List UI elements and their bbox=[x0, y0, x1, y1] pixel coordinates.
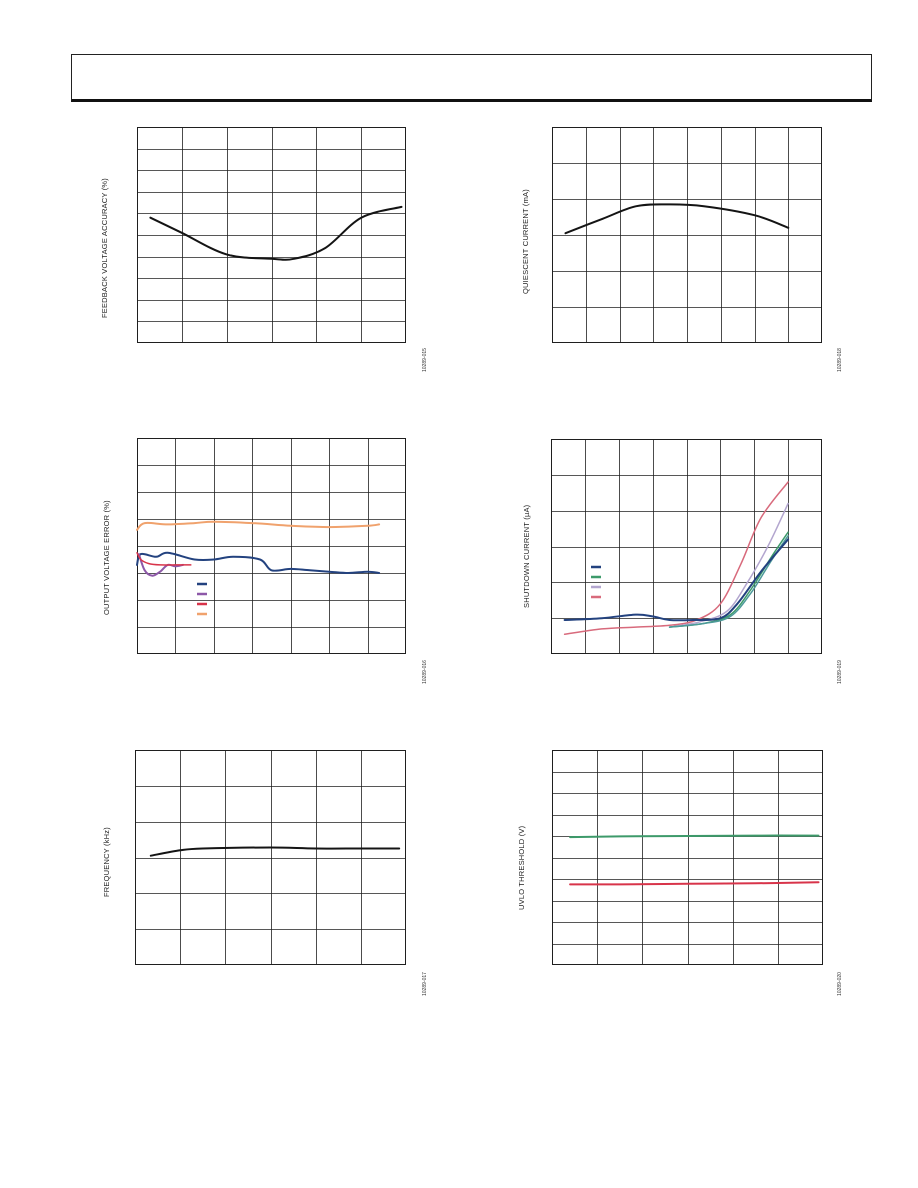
fig4-ylabel: SHUTDOWN CURRENT (µA) bbox=[522, 504, 531, 608]
fig4-figure-id: 10289-019 bbox=[837, 660, 843, 684]
fig2-frame bbox=[553, 128, 822, 343]
fig3-legend bbox=[197, 584, 207, 614]
fig6-svg bbox=[552, 750, 823, 965]
fig3-series-1-line bbox=[137, 553, 379, 573]
fig2-ylabel: QUIESCENT CURRENT (mA) bbox=[521, 189, 530, 294]
fig2-series-0-line bbox=[566, 204, 789, 233]
fig3-svg bbox=[137, 438, 406, 654]
fig3-series-0-line bbox=[137, 522, 379, 530]
fig3-figure-id: 10289-016 bbox=[422, 660, 428, 684]
fig6-series-1-line bbox=[570, 882, 818, 884]
fig1-plot bbox=[137, 127, 406, 343]
fig4-svg bbox=[551, 439, 822, 654]
fig5-figure-id: 10289-017 bbox=[422, 972, 428, 996]
fig2-figure-id: 10289-018 bbox=[837, 348, 843, 372]
fig1-figure-id: 10289-015 bbox=[422, 348, 428, 372]
fig5-plot bbox=[135, 750, 406, 965]
fig3-frame bbox=[138, 439, 406, 654]
fig6-frame bbox=[553, 751, 823, 965]
fig6-ylabel: UVLO THRESHOLD (V) bbox=[517, 825, 526, 910]
fig4-plot bbox=[551, 439, 822, 654]
fig3-plot bbox=[137, 438, 406, 654]
fig2-svg bbox=[552, 127, 822, 343]
fig5-ylabel: FREQUENCY (kHz) bbox=[102, 827, 111, 897]
fig6-plot bbox=[552, 750, 823, 965]
fig5-svg bbox=[135, 750, 406, 965]
fig5-series-0-line bbox=[151, 848, 399, 856]
fig1-svg bbox=[137, 127, 406, 343]
fig5-frame bbox=[136, 751, 406, 965]
page-header bbox=[71, 54, 872, 102]
fig1-series-0-line bbox=[150, 207, 401, 260]
fig1-ylabel: FEEDBACK VOLTAGE ACCURACY (%) bbox=[100, 178, 109, 318]
fig4-legend bbox=[591, 567, 601, 597]
fig2-plot bbox=[552, 127, 822, 343]
fig3-ylabel: OUTPUT VOLTAGE ERROR (%) bbox=[102, 500, 111, 615]
fig1-frame bbox=[138, 128, 406, 343]
fig6-figure-id: 10289-020 bbox=[837, 972, 843, 996]
